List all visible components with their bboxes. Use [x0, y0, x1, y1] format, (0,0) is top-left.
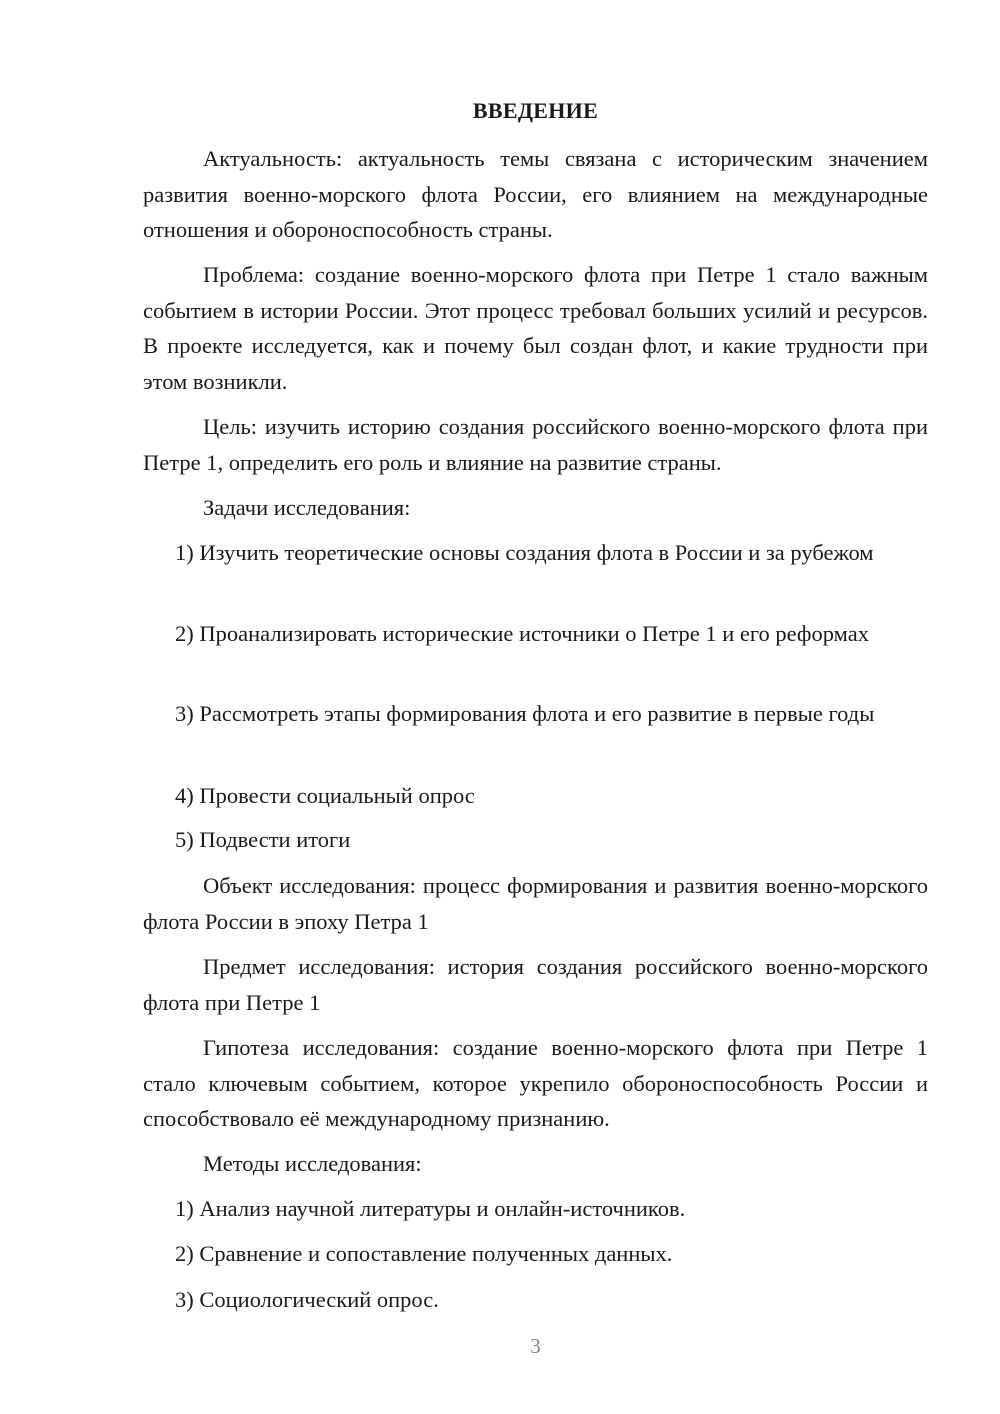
- task-item: 5) Подвести итоги: [175, 827, 351, 852]
- relevance-paragraph: Актуальность: актуальность темы связана с историческим значением развития военно-морского флота России, его влиянием на международные отношения и обороноспособность страны.: [143, 146, 928, 242]
- problem-paragraph: Проблема: создание военно-морского флота при Петре 1 стало важным событием в истории России. Этот процесс требовал больших усилий и ресурсов. В проекте исследуется, как и почему был создан флот, и какие трудности при этом возникли.: [143, 262, 928, 394]
- hypothesis-paragraph: Гипотеза исследования: создание военно-морского флота при Петре 1 стало ключевым событием, которое укрепило обороноспособность России и способствовало её международному признанию.: [143, 1035, 928, 1131]
- subject-paragraph: Предмет исследования: история создания российского военно-морского флота при Петре 1: [143, 954, 928, 1015]
- task-item: 1) Изучить теоретические основы создания флота в России и за рубежом: [175, 540, 874, 565]
- goal-paragraph: Цель: изучить историю создания российского военно-морского флота при Петре 1, определить его роль и влияние на развитие страны.: [143, 414, 928, 475]
- method-item: 2) Сравнение и сопоставление полученных данных.: [175, 1241, 673, 1266]
- page-title: ВВЕДЕНИЕ: [472, 98, 599, 123]
- method-item: 1) Анализ научной литературы и онлайн-источников.: [175, 1196, 686, 1221]
- page-number: 3: [530, 1334, 541, 1358]
- task-item: 3) Рассмотреть этапы формирования флота и его развитие в первые годы: [175, 701, 875, 726]
- method-item: 3) Социологический опрос.: [175, 1287, 439, 1312]
- methods-heading: Методы исследования:: [203, 1151, 422, 1176]
- tasks-heading: Задачи исследования:: [203, 495, 411, 520]
- task-item: 4) Провести социальный опрос: [175, 783, 475, 808]
- task-item: 2) Проанализировать исторические источники о Петре 1 и его реформах: [175, 621, 869, 646]
- object-paragraph: Объект исследования: процесс формирования и развития военно-морского флота России в эпоху Петра 1: [143, 873, 928, 934]
